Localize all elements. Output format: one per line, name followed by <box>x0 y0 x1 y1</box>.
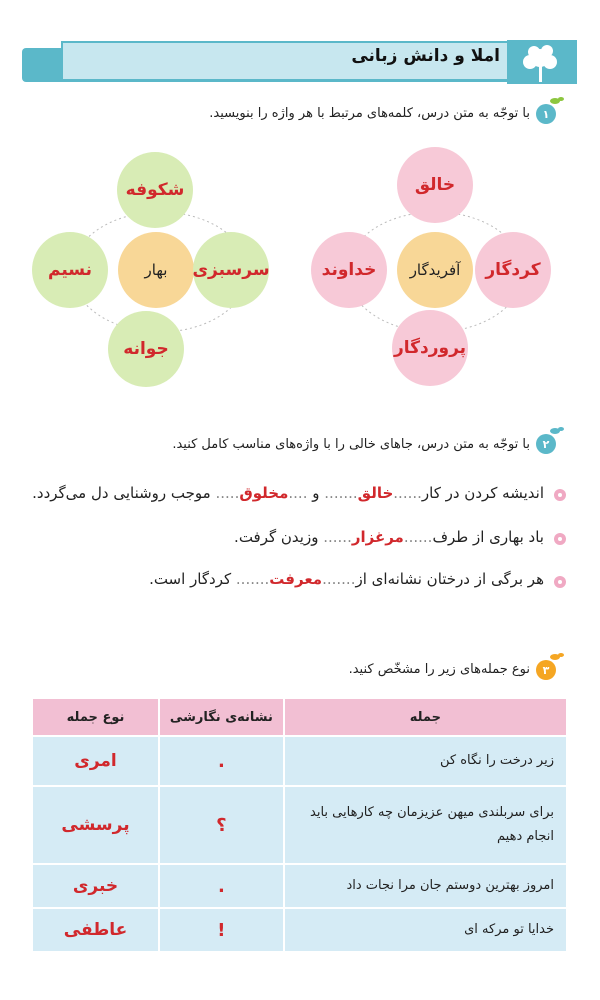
page-title: املا و دانش زبانی <box>351 46 500 66</box>
mark-cell: ! <box>160 909 283 951</box>
diagram-left-top: شکوفه <box>117 152 193 228</box>
sentence-cell: خدایا تو مرکه ای <box>285 909 566 951</box>
diagram-right-bottom: پروردگار <box>392 310 468 386</box>
fill-sentence-2: باد بهاری از طرف......مرغزار...... وزیدن گرفت. <box>234 528 544 546</box>
leaf-icon <box>550 96 564 106</box>
column-header-type: نوع جمله <box>33 699 158 735</box>
table-row <box>33 865 566 907</box>
table-row <box>33 787 566 863</box>
mark-cell: ؟ <box>160 787 283 863</box>
leaf-icon <box>550 426 564 436</box>
question-1-instruction: با توجّه به متن درس، کلمه‌های مرتبط با هر واژه را بنویسید. <box>209 106 530 121</box>
sentence-type-table <box>31 697 568 953</box>
answer-2: مخلوق <box>239 484 289 502</box>
type-cell: خبری <box>33 865 158 907</box>
diagram-left-bottom: جوانه <box>108 311 184 387</box>
diagram-right-center: آفریدگار <box>397 232 473 308</box>
diagram-right-top: خالق <box>397 147 473 223</box>
flower-bullet-icon <box>553 532 567 546</box>
answer-4: معرفت <box>269 570 323 588</box>
answer-1: خالق <box>357 484 394 502</box>
flower-bullet-icon <box>553 488 567 502</box>
diagram-left-center: بهار <box>118 232 194 308</box>
question-2-instruction: با توجّه به متن درس، جاهای خالی را با واژه‌های مناسب کامل کنید. <box>172 437 530 452</box>
table-row <box>33 909 566 951</box>
question-number-3: ۳ <box>536 660 556 680</box>
sentence-cell: برای سربلندی میهن عزیزمان چه کارهایی باید انجام دهیم <box>285 787 566 863</box>
question-number-2: ۲ <box>536 434 556 454</box>
fill-sentence-3: هر برگی از درختان نشانه‌ای از.......معرفت....... کردگار است. <box>149 570 544 588</box>
diagram-left-right: سرسبزی <box>193 232 269 308</box>
answer-3: مرغزار <box>351 528 404 546</box>
question-number-1: ۱ <box>536 104 556 124</box>
diagram-right-right: کردگار <box>475 232 551 308</box>
table-row <box>33 737 566 785</box>
diagram-left-left: نسیم <box>32 232 108 308</box>
diagram-right-left: خداوند <box>311 232 387 308</box>
question-3-instruction: نوع جمله‌های زیر را مشخّص کنید. <box>348 662 530 677</box>
column-header-mark: نشانه‌ی نگارشی <box>160 699 283 735</box>
type-cell: عاطفی <box>33 909 158 951</box>
leaf-icon <box>550 652 564 662</box>
mark-cell: . <box>160 737 283 785</box>
fill-sentence-1: اندیشه کردن در کار......خالق....... و ....مخلوق..... موجب روشنایی دل می‌گردد. <box>32 484 544 502</box>
sentence-cell: امروز بهترین دوستم جان مرا نجات داد <box>285 865 566 907</box>
sentence-cell: زیر درخت را نگاه کن <box>285 737 566 785</box>
flower-bullet-icon <box>553 575 567 589</box>
type-cell: امری <box>33 737 158 785</box>
column-header-sentence: جمله <box>285 699 566 735</box>
mark-cell: . <box>160 865 283 907</box>
type-cell: پرسشی <box>33 787 158 863</box>
